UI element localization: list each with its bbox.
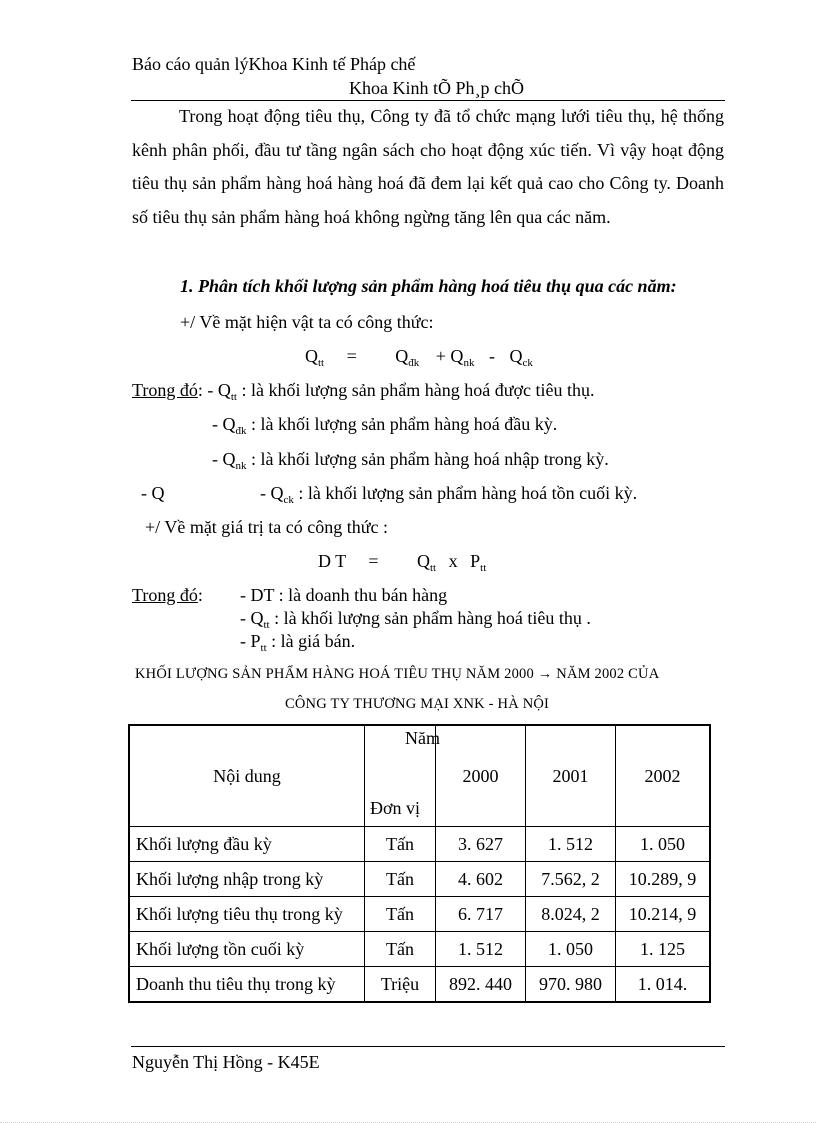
cell-2001: 1. 512: [526, 827, 616, 862]
cell-2001: 1. 050: [526, 932, 616, 967]
cell-2002: 10.289, 9: [616, 862, 711, 897]
cell-2001: 7.562, 2: [526, 862, 616, 897]
cell-2000: 892. 440: [436, 967, 526, 1003]
cell-2002: 1. 050: [616, 827, 711, 862]
row-label: Khối lượng tồn cuối kỳ: [129, 932, 365, 967]
header-line-1: Báo cáo quản lýKhoa Kinh tế Pháp chế: [132, 54, 416, 74]
value-formula: D $T = Q_{tt}$ x $P_{tt}$: [318, 551, 487, 574]
value-intro: +/ Về mặt giá trị ta có công thức :: [145, 517, 389, 537]
header-year: Năm: [405, 728, 440, 748]
header-line-2: Khoa Kinh tÕ Ph¸p chÕ: [349, 78, 524, 98]
cell-2000: 1. 512: [436, 932, 526, 967]
row-unit: Tấn: [365, 897, 436, 932]
value-def-1: - DT : là doanh thu bán hàng: [240, 585, 448, 605]
cell-2002: 1. 125: [616, 932, 711, 967]
intro-paragraph: Trong hoạt động tiêu thụ, Công ty đã tổ chức mạng lưới tiêu thụ, hệ thống kênh phân phối, đầu tư tầng ngân sách cho hoạt động xúc tiến. Vì vậy hoạt động tiêu thụ sản phẩm hàng hoá hàng hoá đã đem lại kết quả cao cho Công ty. Doanh số tiêu thụ sản phẩm hàng hoá không ngừng tăng lên qua các năm.: [132, 106, 724, 227]
physical-def-1: Trong đó: - $Q_{tt}$ : là khối lượng sản phẩm hàng hoá được tiêu thụ.: [132, 380, 595, 403]
physical-def-4: - $Q_{ck}$ : là khối lượng sản phẩm hàng hoá tồn cuối kỳ.: [260, 483, 638, 506]
cell-2001: 970. 980: [526, 967, 616, 1003]
value-where-label: Trong đó:: [132, 585, 203, 605]
cell-2000: 3. 627: [436, 827, 526, 862]
value-def-3: - $P_{tt}$ : là giá bán.: [240, 631, 356, 654]
table-row: [129, 827, 710, 862]
table-row: [129, 862, 710, 897]
cell-2001: 8.024, 2: [526, 897, 616, 932]
cell-2002: 10.214, 9: [616, 897, 711, 932]
physical-intro: +/ Về mặt hiện vật ta có công thức:: [180, 312, 434, 332]
header-content: Nội dung: [129, 725, 365, 827]
table-header-row: [129, 725, 710, 827]
footer-author: Nguyễn Thị Hồng - K45E: [132, 1052, 320, 1072]
physical-def-3: - $Q_{nk}$ : là khối lượng sản phẩm hàng hoá nhập trong kỳ.: [212, 449, 609, 472]
header-year-2001: 2001: [526, 725, 616, 827]
sales-volume-table: [128, 724, 711, 1003]
table-caption-line-1: KHỐI LƯỢNG SẢN PHẨM HÀNG HOÁ TIÊU THỤ NĂM 2000 → NĂM 2002 CỦA: [135, 666, 660, 682]
header-year-2000: 2000: [436, 725, 526, 827]
table-caption-line-2: CÔNG TY THƯƠNG MẠI XNK - HÀ NỘI: [285, 696, 550, 712]
row-label: Khối lượng nhập trong kỳ: [129, 862, 365, 897]
header-year-unit: [365, 725, 440, 827]
row-label: Khối lượng đầu kỳ: [129, 827, 365, 862]
physical-def-4-stray: - Q: [141, 483, 165, 503]
value-def-2: - $Q_{tt}$ : là khối lượng sản phẩm hàng hoá tiêu thụ .: [240, 608, 591, 631]
section-title: 1. Phân tích khối lượng sản phẩm hàng hoá tiêu thụ qua các năm:: [180, 276, 677, 296]
header-year-2002: 2002: [616, 725, 711, 827]
cell-2000: 6. 717: [436, 897, 526, 932]
row-label: Khối lượng tiêu thụ trong kỳ: [129, 897, 365, 932]
footer-rule: [131, 1046, 725, 1047]
physical-def-2: - $Q_{đk}$ : là khối lượng sản phẩm hàng hoá đầu kỳ.: [212, 414, 558, 437]
physical-formula: $Q_{tt} = Q_{đk} + Q_{nk} - Q_{ck}$: [305, 346, 533, 369]
row-unit: Tấn: [365, 862, 436, 897]
row-label: Doanh thu tiêu thụ trong kỳ: [129, 967, 365, 1003]
row-unit: Tấn: [365, 932, 436, 967]
header-unit: Đơn vị: [370, 798, 421, 818]
table-row: [129, 932, 710, 967]
row-unit: Triệu: [365, 967, 436, 1003]
row-unit: Tấn: [365, 827, 436, 862]
table-row: [129, 897, 710, 932]
cell-2002: 1. 014.: [616, 967, 711, 1003]
cell-2000: 4. 602: [436, 862, 526, 897]
table-row: [129, 967, 710, 1003]
